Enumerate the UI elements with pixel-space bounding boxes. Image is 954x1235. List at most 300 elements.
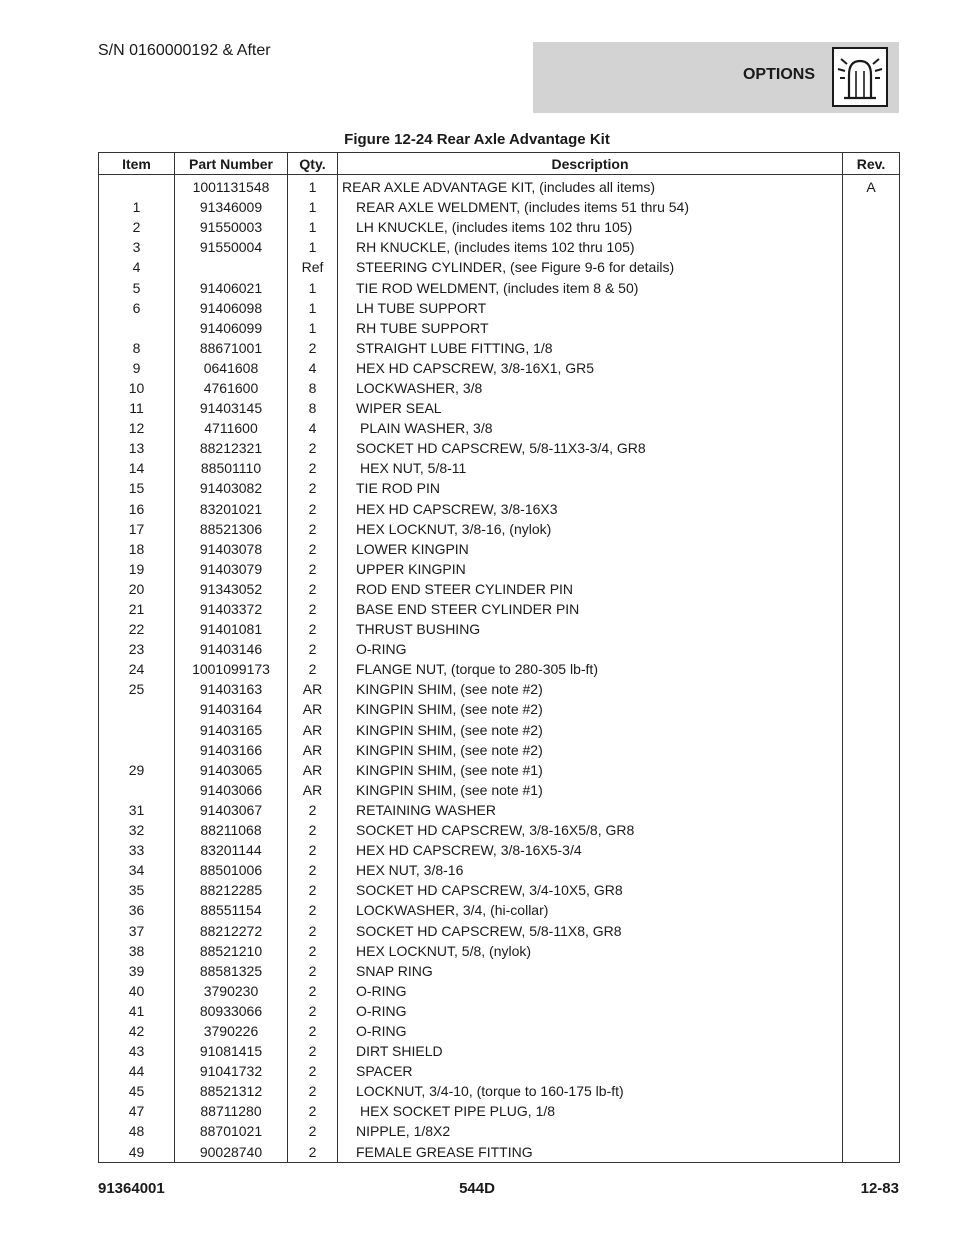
description-cell: REAR AXLE ADVANTAGE KIT, (includes all items): [338, 175, 843, 198]
qty-cell: 1: [288, 318, 338, 338]
item-cell: 5: [99, 277, 175, 297]
rev-cell: [843, 659, 900, 679]
qty-cell: 2: [288, 499, 338, 519]
description-cell: LOCKWASHER, 3/8: [338, 378, 843, 398]
description-cell: SOCKET HD CAPSCREW, 5/8-11X8, GR8: [338, 920, 843, 940]
table-row: [99, 197, 900, 217]
part-number-cell: 91041732: [175, 1061, 288, 1081]
part-number-cell: 91550004: [175, 237, 288, 257]
item-cell: 11: [99, 398, 175, 418]
column-header-rev: Rev.: [843, 153, 900, 175]
table-row: [99, 358, 900, 378]
part-number-cell: 91081415: [175, 1041, 288, 1061]
part-number-cell: 83201144: [175, 840, 288, 860]
qty-cell: 2: [288, 840, 338, 860]
description-cell: LOCKNUT, 3/4-10, (torque to 160-175 lb-ft): [338, 1081, 843, 1101]
part-number-cell: 91403146: [175, 639, 288, 659]
item-cell: 19: [99, 559, 175, 579]
description-cell: SPACER: [338, 1061, 843, 1081]
table-row: [99, 318, 900, 338]
qty-cell: AR: [288, 740, 338, 760]
rev-cell: [843, 619, 900, 639]
table-row: [99, 438, 900, 458]
item-cell: 40: [99, 981, 175, 1001]
description-cell: UPPER KINGPIN: [338, 559, 843, 579]
description-cell: HEX SOCKET PIPE PLUG, 1/8: [338, 1101, 843, 1121]
part-number-cell: 91550003: [175, 217, 288, 237]
item-cell: [99, 780, 175, 800]
part-number-cell: 88521210: [175, 941, 288, 961]
description-cell: TIE ROD WELDMENT, (includes item 8 & 50): [338, 277, 843, 297]
rev-cell: [843, 880, 900, 900]
column-header-description: Description: [338, 153, 843, 175]
part-number-cell: 88212321: [175, 438, 288, 458]
rev-cell: [843, 539, 900, 559]
item-cell: 38: [99, 941, 175, 961]
description-cell: LH KNUCKLE, (includes items 102 thru 105): [338, 217, 843, 237]
item-cell: 47: [99, 1101, 175, 1121]
qty-cell: 2: [288, 820, 338, 840]
table-row: [99, 418, 900, 438]
rev-cell: [843, 197, 900, 217]
description-cell: PLAIN WASHER, 3/8: [338, 418, 843, 438]
table-row: [99, 1101, 900, 1121]
part-number-cell: 91403066: [175, 780, 288, 800]
qty-cell: 2: [288, 438, 338, 458]
rev-cell: [843, 1101, 900, 1121]
description-cell: HEX LOCKNUT, 5/8, (nylok): [338, 941, 843, 961]
column-header-qty: Qty.: [288, 153, 338, 175]
item-cell: 41: [99, 1001, 175, 1021]
qty-cell: Ref: [288, 257, 338, 277]
item-cell: 23: [99, 639, 175, 659]
qty-cell: 2: [288, 559, 338, 579]
description-cell: O-RING: [338, 1001, 843, 1021]
rev-cell: [843, 840, 900, 860]
qty-cell: 2: [288, 1041, 338, 1061]
item-cell: 1: [99, 197, 175, 217]
qty-cell: AR: [288, 679, 338, 699]
description-cell: FEMALE GREASE FITTING: [338, 1142, 843, 1163]
qty-cell: 2: [288, 1081, 338, 1101]
description-cell: SOCKET HD CAPSCREW, 3/8-16X5/8, GR8: [338, 820, 843, 840]
qty-cell: 4: [288, 358, 338, 378]
rev-cell: [843, 298, 900, 318]
description-cell: NIPPLE, 1/8X2: [338, 1121, 843, 1141]
part-number-cell: 88521306: [175, 519, 288, 539]
qty-cell: 1: [288, 175, 338, 198]
rev-cell: [843, 740, 900, 760]
item-cell: 49: [99, 1142, 175, 1163]
table-row: [99, 277, 900, 297]
table-row: [99, 1142, 900, 1163]
description-cell: KINGPIN SHIM, (see note #1): [338, 760, 843, 780]
description-cell: RH KNUCKLE, (includes items 102 thru 105): [338, 237, 843, 257]
rev-cell: [843, 860, 900, 880]
rev-cell: [843, 318, 900, 338]
section-header-box: [533, 42, 899, 113]
qty-cell: 2: [288, 519, 338, 539]
table-row: [99, 679, 900, 699]
description-cell: LOCKWASHER, 3/4, (hi-collar): [338, 900, 843, 920]
table-row: [99, 478, 900, 498]
table-row: [99, 639, 900, 659]
description-cell: KINGPIN SHIM, (see note #2): [338, 679, 843, 699]
rev-cell: [843, 760, 900, 780]
description-cell: HEX HD CAPSCREW, 3/8-16X1, GR5: [338, 358, 843, 378]
description-cell: HEX NUT, 3/8-16: [338, 860, 843, 880]
part-number-cell: 91406021: [175, 277, 288, 297]
parts-table: [98, 152, 900, 1163]
rev-cell: [843, 599, 900, 619]
item-cell: 44: [99, 1061, 175, 1081]
description-cell: KINGPIN SHIM, (see note #2): [338, 740, 843, 760]
qty-cell: 4: [288, 418, 338, 438]
qty-cell: 8: [288, 398, 338, 418]
serial-number: S/N 0160000192 & After: [98, 42, 271, 59]
rev-cell: [843, 961, 900, 981]
rev-cell: [843, 639, 900, 659]
item-cell: 37: [99, 920, 175, 940]
description-cell: KINGPIN SHIM, (see note #2): [338, 699, 843, 719]
rev-cell: [843, 920, 900, 940]
table-row: [99, 1021, 900, 1041]
table-row: [99, 699, 900, 719]
item-cell: 36: [99, 900, 175, 920]
description-cell: SOCKET HD CAPSCREW, 3/4-10X5, GR8: [338, 880, 843, 900]
rev-cell: [843, 1021, 900, 1041]
section-label: OPTIONS: [742, 66, 815, 83]
table-row: [99, 961, 900, 981]
item-cell: 16: [99, 499, 175, 519]
item-cell: 6: [99, 298, 175, 318]
description-cell: ROD END STEER CYLINDER PIN: [338, 579, 843, 599]
qty-cell: 2: [288, 1021, 338, 1041]
qty-cell: 1: [288, 237, 338, 257]
qty-cell: AR: [288, 720, 338, 740]
qty-cell: 2: [288, 800, 338, 820]
table-row: [99, 1121, 900, 1141]
item-cell: [99, 720, 175, 740]
rev-cell: [843, 519, 900, 539]
table-row: [99, 1041, 900, 1061]
rev-cell: [843, 1001, 900, 1021]
item-cell: 39: [99, 961, 175, 981]
figure-title: Figure 12-24 Rear Axle Advantage Kit: [344, 131, 610, 148]
table-row: [99, 499, 900, 519]
table-row: [99, 378, 900, 398]
qty-cell: AR: [288, 760, 338, 780]
rev-cell: [843, 679, 900, 699]
rev-cell: [843, 378, 900, 398]
rev-cell: [843, 720, 900, 740]
item-cell: 45: [99, 1081, 175, 1101]
part-number-cell: 88711280: [175, 1101, 288, 1121]
qty-cell: 1: [288, 277, 338, 297]
item-cell: 14: [99, 458, 175, 478]
part-number-cell: 0641608: [175, 358, 288, 378]
part-number-cell: 1001099173: [175, 659, 288, 679]
table-row: [99, 941, 900, 961]
description-cell: BASE END STEER CYLINDER PIN: [338, 599, 843, 619]
table-row: [99, 1001, 900, 1021]
part-number-cell: 4711600: [175, 418, 288, 438]
part-number-cell: 1001131548: [175, 175, 288, 198]
beacon-light-icon: [832, 47, 888, 107]
table-row: [99, 920, 900, 940]
rev-cell: [843, 1142, 900, 1163]
part-number-cell: 91346009: [175, 197, 288, 217]
description-cell: STEERING CYLINDER, (see Figure 9-6 for details): [338, 257, 843, 277]
description-cell: KINGPIN SHIM, (see note #2): [338, 720, 843, 740]
table-header-row: [99, 153, 900, 175]
table-row: [99, 820, 900, 840]
part-number-cell: 88212272: [175, 920, 288, 940]
table-row: [99, 298, 900, 318]
qty-cell: 2: [288, 639, 338, 659]
table-row: [99, 860, 900, 880]
part-number-cell: 91343052: [175, 579, 288, 599]
rev-cell: [843, 1081, 900, 1101]
rev-cell: [843, 338, 900, 358]
item-cell: 8: [99, 338, 175, 358]
item-cell: 18: [99, 539, 175, 559]
part-number-cell: 88211068: [175, 820, 288, 840]
part-number-cell: 88581325: [175, 961, 288, 981]
item-cell: 4: [99, 257, 175, 277]
part-number-cell: 91401081: [175, 619, 288, 639]
qty-cell: 2: [288, 458, 338, 478]
rev-cell: [843, 699, 900, 719]
part-number-cell: 4761600: [175, 378, 288, 398]
footer-doc-number: 91364001: [98, 1180, 165, 1197]
qty-cell: 2: [288, 338, 338, 358]
table-row: [99, 840, 900, 860]
item-cell: 43: [99, 1041, 175, 1061]
part-number-cell: 3790226: [175, 1021, 288, 1041]
qty-cell: 2: [288, 619, 338, 639]
qty-cell: 2: [288, 599, 338, 619]
qty-cell: 1: [288, 197, 338, 217]
description-cell: FLANGE NUT, (torque to 280-305 lb-ft): [338, 659, 843, 679]
rev-cell: [843, 418, 900, 438]
qty-cell: 2: [288, 659, 338, 679]
qty-cell: 2: [288, 920, 338, 940]
qty-cell: 2: [288, 478, 338, 498]
table-row: [99, 217, 900, 237]
rev-cell: [843, 257, 900, 277]
table-row: [99, 559, 900, 579]
rev-cell: [843, 398, 900, 418]
part-number-cell: 88501110: [175, 458, 288, 478]
description-cell: HEX HD CAPSCREW, 3/8-16X5-3/4: [338, 840, 843, 860]
qty-cell: 2: [288, 1121, 338, 1141]
description-cell: TIE ROD PIN: [338, 478, 843, 498]
part-number-cell: [175, 257, 288, 277]
qty-cell: 2: [288, 1001, 338, 1021]
table-row: [99, 1061, 900, 1081]
rev-cell: A: [843, 175, 900, 198]
item-cell: [99, 699, 175, 719]
part-number-cell: 90028740: [175, 1142, 288, 1163]
table-row: [99, 720, 900, 740]
part-number-cell: 88671001: [175, 338, 288, 358]
footer-model: 544D: [459, 1180, 495, 1197]
column-header-item: Item: [99, 153, 175, 175]
description-cell: HEX NUT, 5/8-11: [338, 458, 843, 478]
rev-cell: [843, 1121, 900, 1141]
table-row: [99, 619, 900, 639]
part-number-cell: 91403145: [175, 398, 288, 418]
item-cell: 22: [99, 619, 175, 639]
table-row: [99, 579, 900, 599]
item-cell: 3: [99, 237, 175, 257]
part-number-cell: 88521312: [175, 1081, 288, 1101]
item-cell: 10: [99, 378, 175, 398]
rev-cell: [843, 780, 900, 800]
item-cell: 32: [99, 820, 175, 840]
rev-cell: [843, 1061, 900, 1081]
part-number-cell: 91403082: [175, 478, 288, 498]
qty-cell: 1: [288, 298, 338, 318]
item-cell: 2: [99, 217, 175, 237]
rev-cell: [843, 800, 900, 820]
qty-cell: 2: [288, 539, 338, 559]
qty-cell: 2: [288, 961, 338, 981]
item-cell: 20: [99, 579, 175, 599]
table-row: [99, 780, 900, 800]
table-row: [99, 237, 900, 257]
qty-cell: AR: [288, 780, 338, 800]
part-number-cell: 91403163: [175, 679, 288, 699]
footer-page-number: 12-83: [860, 1180, 899, 1197]
qty-cell: 2: [288, 941, 338, 961]
qty-cell: 2: [288, 1061, 338, 1081]
table-row: [99, 800, 900, 820]
part-number-cell: 83201021: [175, 499, 288, 519]
part-number-cell: 91403079: [175, 559, 288, 579]
qty-cell: 2: [288, 900, 338, 920]
part-number-cell: 88212285: [175, 880, 288, 900]
item-cell: 42: [99, 1021, 175, 1041]
table-row: [99, 1081, 900, 1101]
item-cell: 35: [99, 880, 175, 900]
item-cell: 31: [99, 800, 175, 820]
table-row: [99, 257, 900, 277]
description-cell: SNAP RING: [338, 961, 843, 981]
description-cell: LOWER KINGPIN: [338, 539, 843, 559]
part-number-cell: 91403165: [175, 720, 288, 740]
item-cell: 24: [99, 659, 175, 679]
item-cell: [99, 740, 175, 760]
rev-cell: [843, 499, 900, 519]
description-cell: THRUST BUSHING: [338, 619, 843, 639]
item-cell: 9: [99, 358, 175, 378]
qty-cell: 2: [288, 981, 338, 1001]
qty-cell: 2: [288, 1101, 338, 1121]
item-cell: 33: [99, 840, 175, 860]
rev-cell: [843, 981, 900, 1001]
rev-cell: [843, 237, 900, 257]
part-number-cell: 88551154: [175, 900, 288, 920]
table-row: [99, 338, 900, 358]
parts-table-body: [99, 175, 900, 1163]
table-row: [99, 659, 900, 679]
item-cell: 15: [99, 478, 175, 498]
description-cell: LH TUBE SUPPORT: [338, 298, 843, 318]
qty-cell: 8: [288, 378, 338, 398]
table-row: [99, 175, 900, 198]
description-cell: O-RING: [338, 981, 843, 1001]
table-row: [99, 981, 900, 1001]
part-number-cell: 91406099: [175, 318, 288, 338]
description-cell: RETAINING WASHER: [338, 800, 843, 820]
item-cell: 25: [99, 679, 175, 699]
item-cell: 34: [99, 860, 175, 880]
rev-cell: [843, 358, 900, 378]
rev-cell: [843, 277, 900, 297]
part-number-cell: 91403078: [175, 539, 288, 559]
item-cell: 29: [99, 760, 175, 780]
rev-cell: [843, 438, 900, 458]
description-cell: STRAIGHT LUBE FITTING, 1/8: [338, 338, 843, 358]
rev-cell: [843, 941, 900, 961]
description-cell: REAR AXLE WELDMENT, (includes items 51 thru 54): [338, 197, 843, 217]
rev-cell: [843, 559, 900, 579]
description-cell: DIRT SHIELD: [338, 1041, 843, 1061]
qty-cell: AR: [288, 699, 338, 719]
rev-cell: [843, 579, 900, 599]
qty-cell: 2: [288, 579, 338, 599]
qty-cell: 2: [288, 880, 338, 900]
rev-cell: [843, 478, 900, 498]
table-row: [99, 519, 900, 539]
qty-cell: 2: [288, 860, 338, 880]
table-row: [99, 398, 900, 418]
item-cell: 48: [99, 1121, 175, 1141]
part-number-cell: 91403065: [175, 760, 288, 780]
part-number-cell: 91403166: [175, 740, 288, 760]
table-row: [99, 760, 900, 780]
part-number-cell: 80933066: [175, 1001, 288, 1021]
rev-cell: [843, 820, 900, 840]
part-number-cell: 91403164: [175, 699, 288, 719]
item-cell: 17: [99, 519, 175, 539]
description-cell: HEX HD CAPSCREW, 3/8-16X3: [338, 499, 843, 519]
table-row: [99, 880, 900, 900]
rev-cell: [843, 458, 900, 478]
description-cell: WIPER SEAL: [338, 398, 843, 418]
table-row: [99, 740, 900, 760]
qty-cell: 2: [288, 1142, 338, 1163]
description-cell: HEX LOCKNUT, 3/8-16, (nylok): [338, 519, 843, 539]
rev-cell: [843, 1041, 900, 1061]
part-number-cell: 91406098: [175, 298, 288, 318]
description-cell: O-RING: [338, 1021, 843, 1041]
item-cell: 13: [99, 438, 175, 458]
description-cell: KINGPIN SHIM, (see note #1): [338, 780, 843, 800]
description-cell: SOCKET HD CAPSCREW, 5/8-11X3-3/4, GR8: [338, 438, 843, 458]
item-cell: [99, 318, 175, 338]
part-number-cell: 3790230: [175, 981, 288, 1001]
table-row: [99, 458, 900, 478]
qty-cell: 1: [288, 217, 338, 237]
part-number-cell: 88701021: [175, 1121, 288, 1141]
table-row: [99, 900, 900, 920]
item-cell: 21: [99, 599, 175, 619]
table-row: [99, 599, 900, 619]
part-number-cell: 88501006: [175, 860, 288, 880]
